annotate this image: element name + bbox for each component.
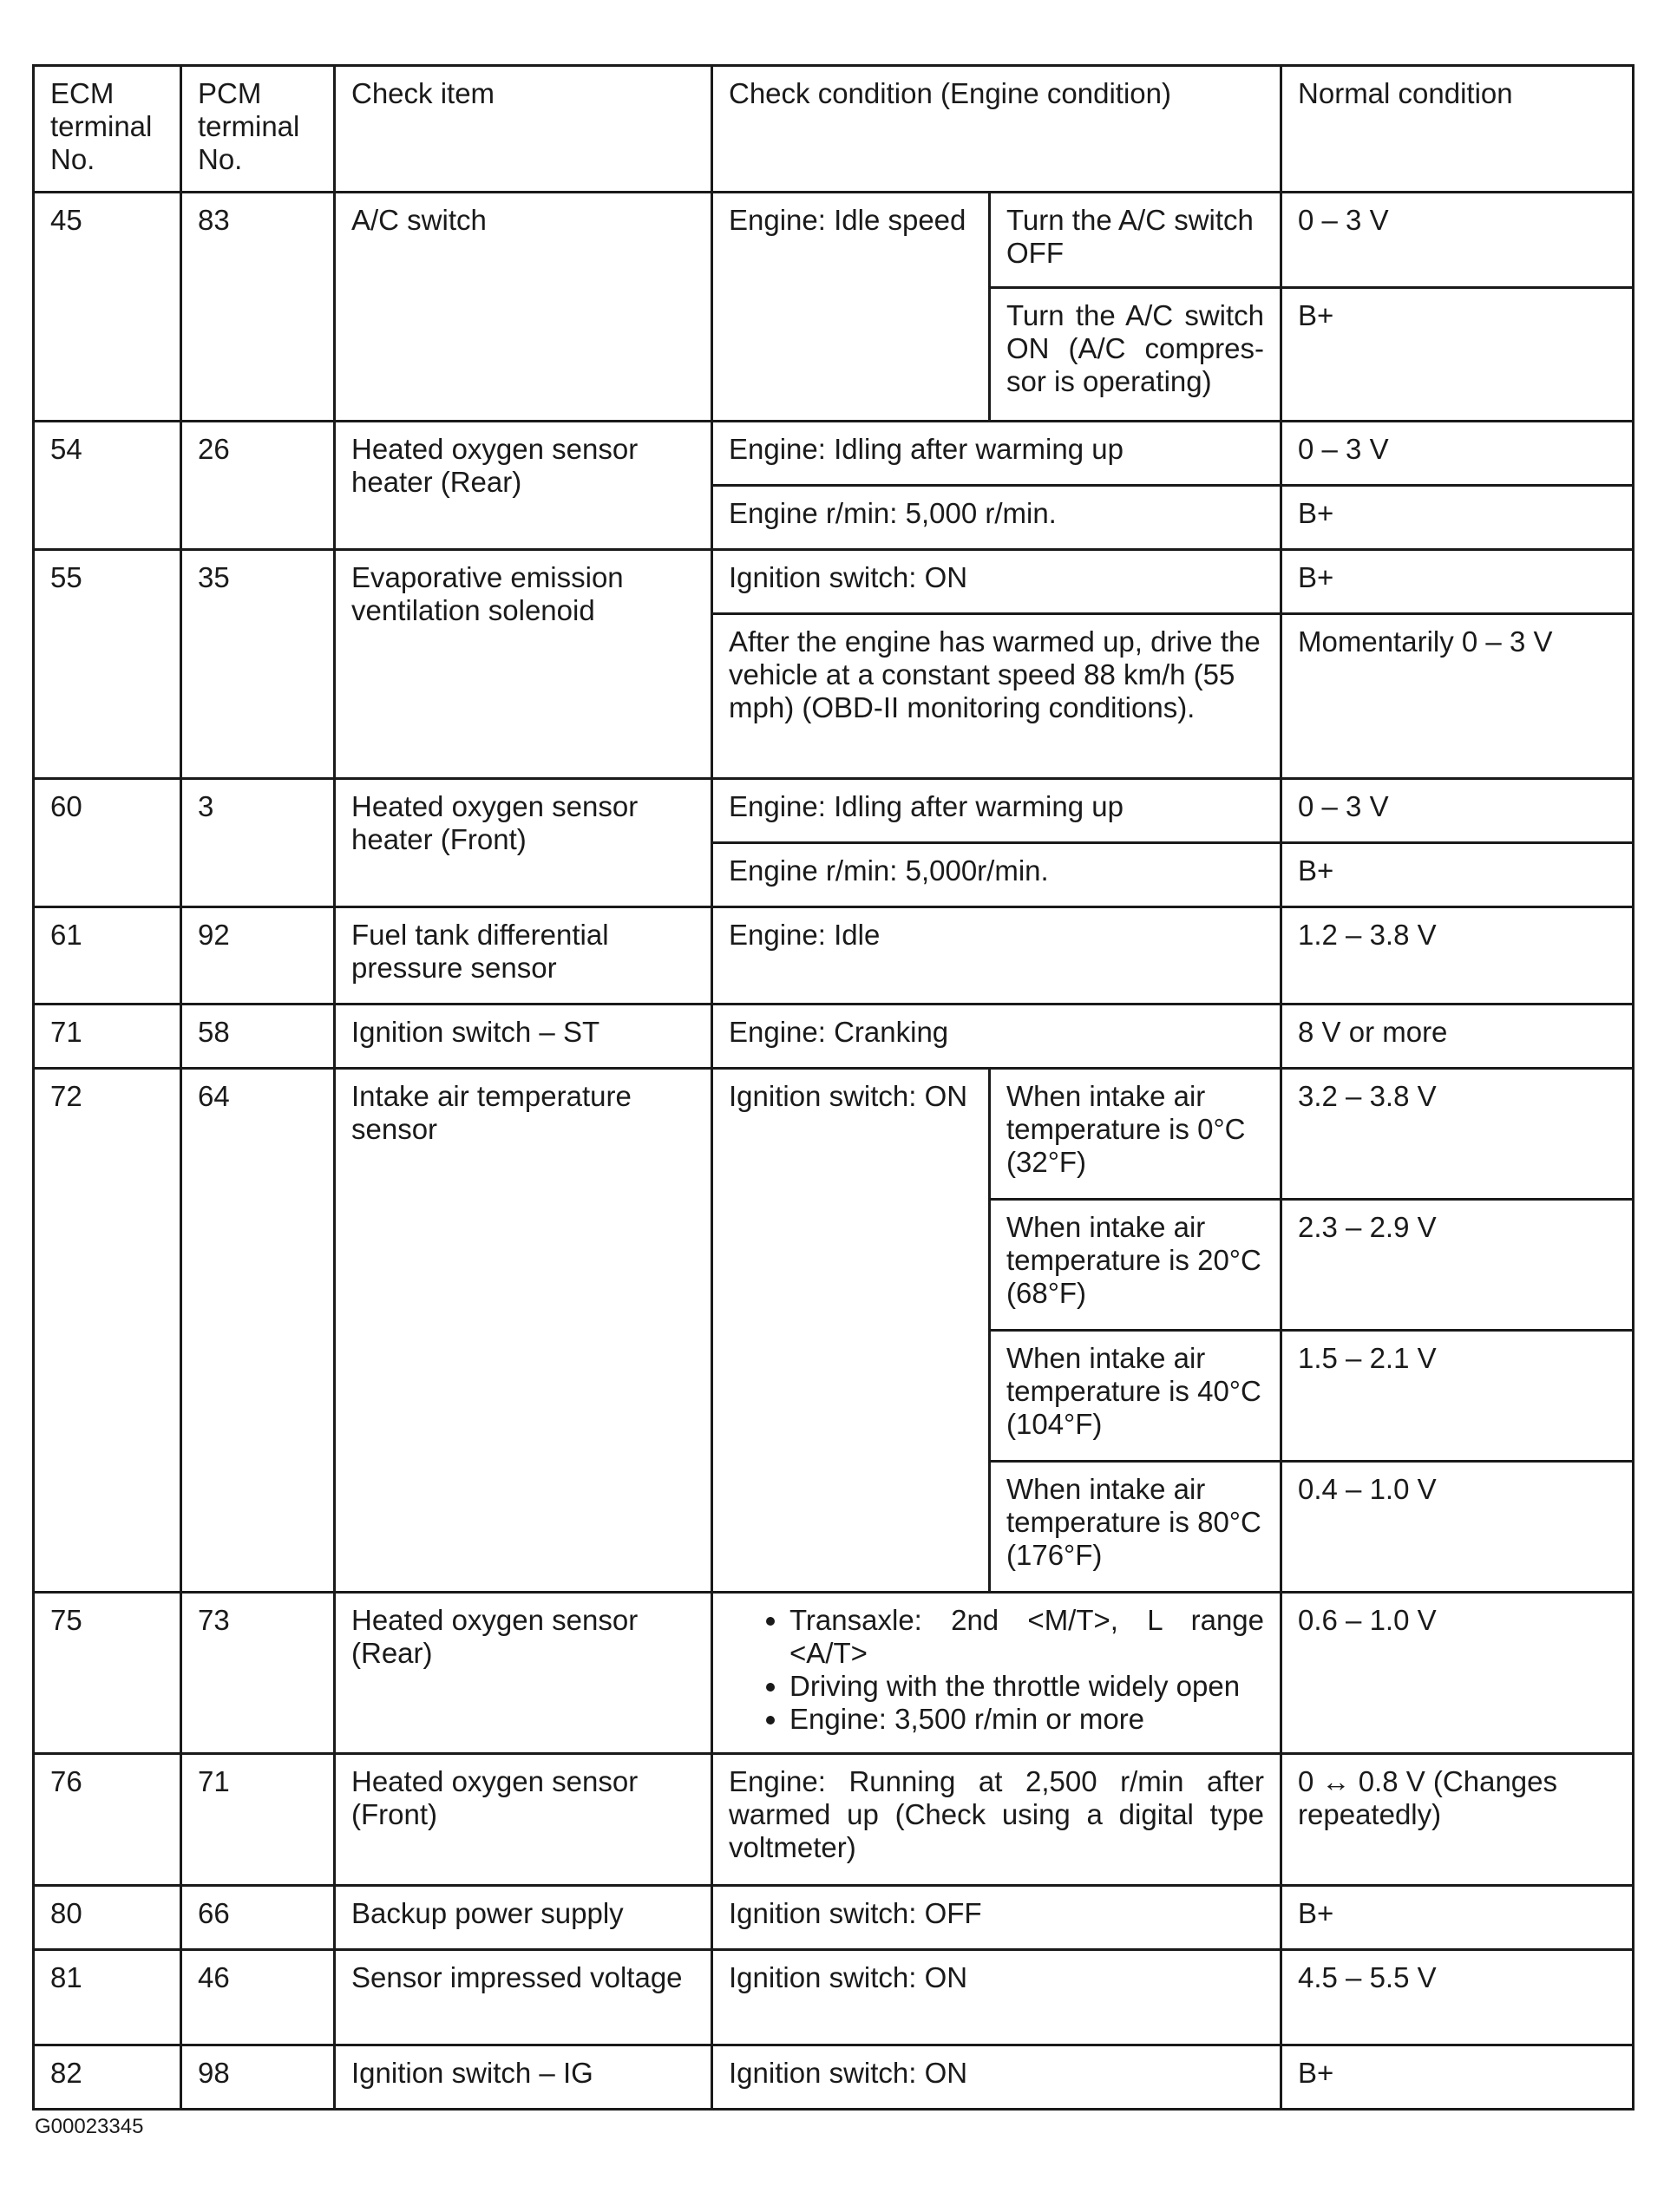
pcm-terminal-cell: 92 <box>181 907 335 1005</box>
table-row <box>34 1886 1634 1950</box>
check-condition-cell: Ignition switch: ON <box>712 1950 1281 2045</box>
condition-bullet-list <box>729 1604 1264 1736</box>
sub-condition-cell: When intake air temperature is 80°C (176°F) <box>990 1462 1281 1593</box>
normal-condition-cell: 0.6 – 1.0 V <box>1281 1593 1634 1754</box>
pcm-terminal-cell: 83 <box>181 193 335 422</box>
normal-condition-cell: B+ <box>1281 288 1634 422</box>
check-condition-cell <box>712 1593 1281 1754</box>
check-item-cell: Ignition switch – IG <box>335 2045 712 2110</box>
normal-condition-cell: 8 V or more <box>1281 1005 1634 1069</box>
check-item-cell: Backup power supply <box>335 1886 712 1950</box>
check-condition-cell: Ignition switch: ON <box>712 550 1281 614</box>
check-condition-cell: Engine r/min: 5,000 r/min. <box>712 486 1281 550</box>
header-check-condition: Check condition (Engine condition) <box>712 66 1281 193</box>
pcm-terminal-cell: 64 <box>181 1069 335 1593</box>
check-condition-cell: Engine: Idle <box>712 907 1281 1005</box>
check-condition-cell: Engine r/min: 5,000r/min. <box>712 843 1281 907</box>
check-item-cell: Intake air temperature sensor <box>335 1069 712 1593</box>
normal-condition-cell: B+ <box>1281 843 1634 907</box>
sub-condition-cell: When intake air temperature is 0°C (32°F) <box>990 1069 1281 1200</box>
list-item: • Engine: 3,500 r/min or more <box>789 1703 1264 1736</box>
table-row <box>34 193 1634 288</box>
check-item-cell: Ignition switch – ST <box>335 1005 712 1069</box>
ecm-terminal-cell: 60 <box>34 779 181 907</box>
table-row <box>34 1005 1634 1069</box>
normal-condition-cell: B+ <box>1281 486 1634 550</box>
header-pcm-terminal: PCM terminal No. <box>181 66 335 193</box>
normal-condition-cell: 0 ↔ 0.8 V (Changes repeatedly) <box>1281 1754 1634 1886</box>
pcm-terminal-cell: 26 <box>181 422 335 550</box>
normal-condition-cell: 1.5 – 2.1 V <box>1281 1331 1634 1462</box>
check-condition-cell: Engine: Running at 2,500 r/min after warmed up (Check using a digital type voltmeter) <box>712 1754 1281 1886</box>
check-condition-cell: Engine: Idling after warming up <box>712 779 1281 843</box>
figure-code: G00023345 <box>35 2115 144 2138</box>
check-condition-cell: After the engine has warmed up, drive the vehicle at a constant speed 88 km/h (55 mph) (OBD-II monitoring conditions). <box>712 614 1281 779</box>
pcm-terminal-cell: 71 <box>181 1754 335 1886</box>
pcm-terminal-cell: 46 <box>181 1950 335 2045</box>
normal-condition-cell: 0 – 3 V <box>1281 779 1634 843</box>
normal-condition-cell: 0 – 3 V <box>1281 422 1634 486</box>
sub-condition-cell: Turn the A/C switch ON (A/C compres- sor is operating) <box>990 288 1281 422</box>
header-check-item: Check item <box>335 66 712 193</box>
header-normal-condition: Normal condition <box>1281 66 1634 193</box>
pcm-terminal-cell: 58 <box>181 1005 335 1069</box>
table-row <box>34 779 1634 843</box>
normal-condition-cell: 4.5 – 5.5 V <box>1281 1950 1634 2045</box>
check-condition-cell: Engine: Cranking <box>712 1005 1281 1069</box>
ecm-terminal-cell: 76 <box>34 1754 181 1886</box>
check-condition-cell: Ignition switch: ON <box>712 1069 990 1593</box>
sub-condition-cell: When intake air temperature is 40°C (104°F) <box>990 1331 1281 1462</box>
check-item-cell: Evaporative emission ventilation solenoid <box>335 550 712 779</box>
check-item-cell: Heated oxygen sensor (Rear) <box>335 1593 712 1754</box>
table-row <box>34 1950 1634 2045</box>
ecm-terminal-cell: 55 <box>34 550 181 779</box>
ecm-terminal-cell: 72 <box>34 1069 181 1593</box>
normal-condition-cell: 0 – 3 V <box>1281 193 1634 288</box>
table-row <box>34 550 1634 614</box>
check-condition-cell: Engine: Idling after warming up <box>712 422 1281 486</box>
check-item-cell: Fuel tank differential pressure sensor <box>335 907 712 1005</box>
table-header-row <box>34 66 1634 193</box>
check-condition-cell: Ignition switch: ON <box>712 2045 1281 2110</box>
ecm-terminal-cell: 82 <box>34 2045 181 2110</box>
table-row <box>34 1754 1634 1886</box>
check-item-cell: Heated oxygen sensor heater (Rear) <box>335 422 712 550</box>
check-item-cell: A/C switch <box>335 193 712 422</box>
list-item: • Transaxle: 2nd <M/T>, L range <A/T> <box>789 1604 1264 1670</box>
pcm-terminal-cell: 66 <box>181 1886 335 1950</box>
normal-condition-cell: 3.2 – 3.8 V <box>1281 1069 1634 1200</box>
normal-condition-cell: B+ <box>1281 1886 1634 1950</box>
pcm-terminal-cell: 3 <box>181 779 335 907</box>
ecm-terminal-cell: 61 <box>34 907 181 1005</box>
list-item: • Driving with the throttle widely open <box>789 1670 1264 1703</box>
sub-condition-cell: When intake air temperature is 20°C (68°F) <box>990 1200 1281 1331</box>
check-item-cell: Sensor impressed voltage <box>335 1950 712 2045</box>
normal-condition-cell: Momentarily 0 – 3 V <box>1281 614 1634 779</box>
ecm-terminal-cell: 75 <box>34 1593 181 1754</box>
ecm-terminal-cell: 45 <box>34 193 181 422</box>
sub-condition-cell: Turn the A/C switch OFF <box>990 193 1281 288</box>
check-item-cell: Heated oxygen sensor (Front) <box>335 1754 712 1886</box>
header-ecm-terminal: ECM terminal No. <box>34 66 181 193</box>
normal-condition-cell: 0.4 – 1.0 V <box>1281 1462 1634 1593</box>
check-item-cell: Heated oxygen sensor heater (Front) <box>335 779 712 907</box>
table-row <box>34 422 1634 486</box>
pcm-terminal-cell: 98 <box>181 2045 335 2110</box>
normal-condition-cell: B+ <box>1281 550 1634 614</box>
ecm-terminal-cell: 54 <box>34 422 181 550</box>
table-row <box>34 2045 1634 2110</box>
ecm-terminal-cell: 71 <box>34 1005 181 1069</box>
ecm-terminal-cell: 80 <box>34 1886 181 1950</box>
check-condition-cell: Ignition switch: OFF <box>712 1886 1281 1950</box>
table-row <box>34 907 1634 1005</box>
ecm-terminal-cell: 81 <box>34 1950 181 2045</box>
normal-condition-cell: 1.2 – 3.8 V <box>1281 907 1634 1005</box>
normal-condition-cell: 2.3 – 2.9 V <box>1281 1200 1634 1331</box>
pcm-terminal-cell: 73 <box>181 1593 335 1754</box>
terminal-check-table <box>32 64 1635 2111</box>
normal-condition-cell: B+ <box>1281 2045 1634 2110</box>
table-row <box>34 1069 1634 1200</box>
table-row <box>34 1593 1634 1754</box>
check-condition-cell: Engine: Idle speed <box>712 193 990 422</box>
pcm-terminal-cell: 35 <box>181 550 335 779</box>
